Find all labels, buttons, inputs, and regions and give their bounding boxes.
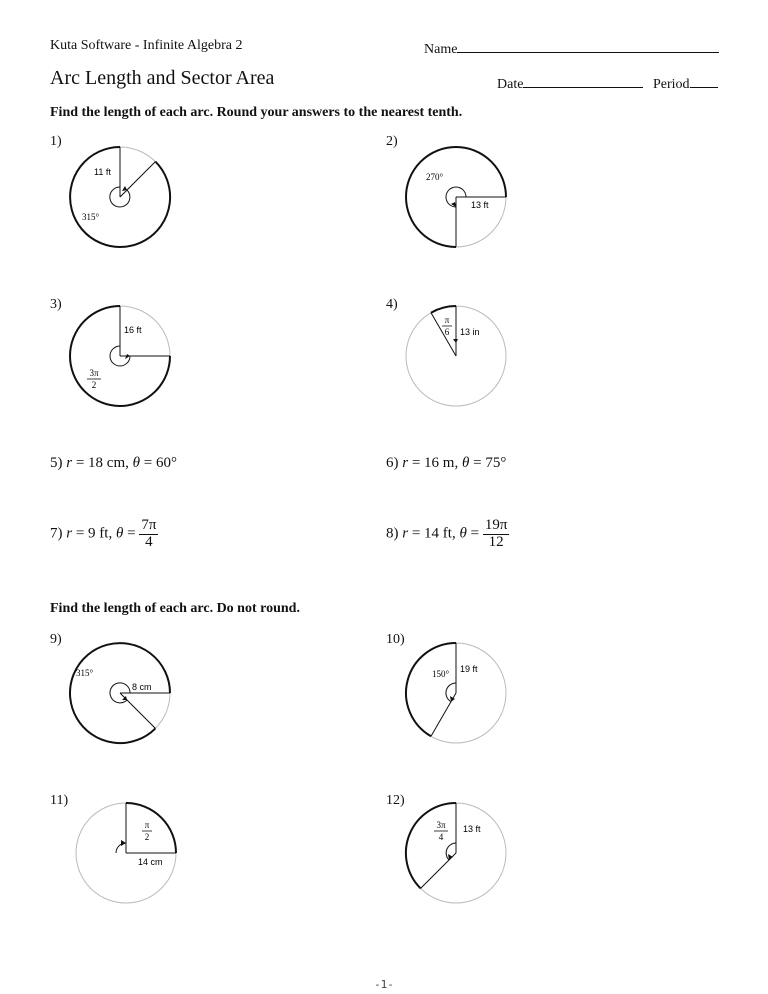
problem-4-number: 4) bbox=[386, 297, 398, 312]
problem-7-theta-fraction bbox=[139, 518, 158, 551]
problem-12-radius-label: 13 ft bbox=[463, 824, 481, 834]
problem-4-angle-denominator: 6 bbox=[444, 327, 450, 337]
problem-9-diagram bbox=[60, 636, 180, 756]
problem-5-r-symbol: r bbox=[66, 455, 73, 471]
problem-7 bbox=[50, 518, 158, 551]
problem-5-r-value: = 18 cm, bbox=[75, 455, 129, 471]
date-field[interactable] bbox=[497, 73, 643, 93]
problem-12-angle-denominator: 4 bbox=[438, 832, 444, 842]
problem-1-angle-label: 315° bbox=[82, 212, 100, 222]
problem-11-angle-denominator: 2 bbox=[144, 832, 150, 842]
problem-6-theta-symbol: θ bbox=[461, 455, 470, 471]
problem-4-radius-label: 13 in bbox=[460, 327, 480, 337]
period-label: Period bbox=[653, 77, 690, 92]
problem-1-radius-label: 11 ft bbox=[94, 167, 111, 177]
problem-12-number: 12) bbox=[386, 793, 405, 808]
problem-4-diagram bbox=[396, 299, 516, 419]
period-blank-line[interactable] bbox=[690, 73, 718, 88]
problem-8-r-value: = 14 ft, bbox=[411, 525, 456, 542]
problem-10-number: 10) bbox=[386, 632, 405, 647]
problem-8-theta-denominator: 12 bbox=[488, 533, 504, 550]
problem-7-theta-numerator: 7π bbox=[141, 517, 157, 533]
period-field[interactable] bbox=[653, 73, 718, 93]
problem-8-number: 8) bbox=[386, 525, 399, 542]
date-label: Date bbox=[497, 77, 524, 92]
problem-3-radius-label: 16 ft bbox=[124, 325, 142, 335]
problem-9-radius-label: 8 cm bbox=[132, 682, 152, 692]
problem-5 bbox=[50, 455, 177, 472]
problem-5-theta-value: = 60° bbox=[143, 455, 177, 471]
problem-6-theta-value: = 75° bbox=[473, 455, 507, 471]
problem-2-radius-label: 13 ft bbox=[471, 200, 489, 210]
problem-4-angle-numerator: π bbox=[444, 315, 450, 325]
problem-7-theta-symbol: θ bbox=[115, 525, 124, 542]
problem-7-equals: = bbox=[127, 525, 136, 542]
problem-10-diagram bbox=[396, 636, 516, 756]
problem-6 bbox=[386, 455, 506, 472]
publisher-label: Kuta Software - Infinite Algebra 2 bbox=[50, 38, 243, 53]
problem-11-angle-numerator: π bbox=[144, 820, 150, 830]
page-number: -1- bbox=[374, 978, 394, 991]
problem-2-number: 2) bbox=[386, 134, 398, 149]
problem-9-number: 9) bbox=[50, 632, 62, 647]
problem-7-number: 7) bbox=[50, 525, 63, 542]
problem-8-equals: = bbox=[470, 525, 480, 542]
problem-7-r-value: = 9 ft, bbox=[75, 525, 113, 542]
worksheet-title: Arc Length and Sector Area bbox=[50, 67, 275, 89]
name-label: Name bbox=[424, 42, 458, 57]
problem-11-radius-label: 14 cm bbox=[138, 857, 163, 867]
problem-6-number: 6) bbox=[386, 455, 399, 471]
problem-3-angle-denominator: 2 bbox=[91, 380, 97, 390]
problem-7-theta-denominator: 4 bbox=[145, 533, 153, 550]
problem-11-diagram bbox=[66, 796, 186, 916]
problem-12-diagram bbox=[396, 796, 516, 916]
problem-5-number: 5) bbox=[50, 455, 63, 471]
problem-11-number: 11) bbox=[50, 793, 69, 808]
problem-8-r-symbol: r bbox=[402, 525, 409, 542]
problem-10-angle-label: 150° bbox=[432, 669, 450, 679]
problem-3-diagram bbox=[60, 299, 180, 419]
problem-3-number: 3) bbox=[50, 297, 62, 312]
problem-5-theta-symbol: θ bbox=[132, 455, 141, 471]
problem-7-r-symbol: r bbox=[66, 525, 73, 542]
date-blank-line[interactable] bbox=[523, 73, 643, 88]
problem-8-theta-numerator: 19π bbox=[484, 517, 508, 533]
problem-8-theta-symbol: θ bbox=[459, 525, 467, 542]
problem-10-radius-label: 19 ft bbox=[460, 664, 478, 674]
problem-1-number: 1) bbox=[50, 134, 62, 149]
section1-instruction: Find the length of each arc. Round your answers to the nearest tenth. bbox=[50, 105, 463, 120]
problem-8 bbox=[386, 518, 509, 551]
problem-6-r-symbol: r bbox=[402, 455, 409, 471]
section2-instruction: Find the length of each arc. Do not round. bbox=[50, 601, 300, 616]
problem-2-diagram bbox=[396, 140, 516, 260]
name-field[interactable] bbox=[424, 38, 719, 58]
problem-12-angle-numerator: 3π bbox=[436, 820, 446, 830]
problem-3-angle-numerator: 3π bbox=[89, 368, 99, 378]
problem-6-r-value: = 16 m, bbox=[411, 455, 459, 471]
name-blank-line[interactable] bbox=[457, 38, 719, 53]
problem-2-angle-label: 270° bbox=[426, 172, 444, 182]
problem-9-angle-label: 315° bbox=[76, 668, 94, 678]
problem-8-theta-fraction bbox=[483, 518, 510, 551]
problem-1-diagram bbox=[60, 140, 180, 260]
